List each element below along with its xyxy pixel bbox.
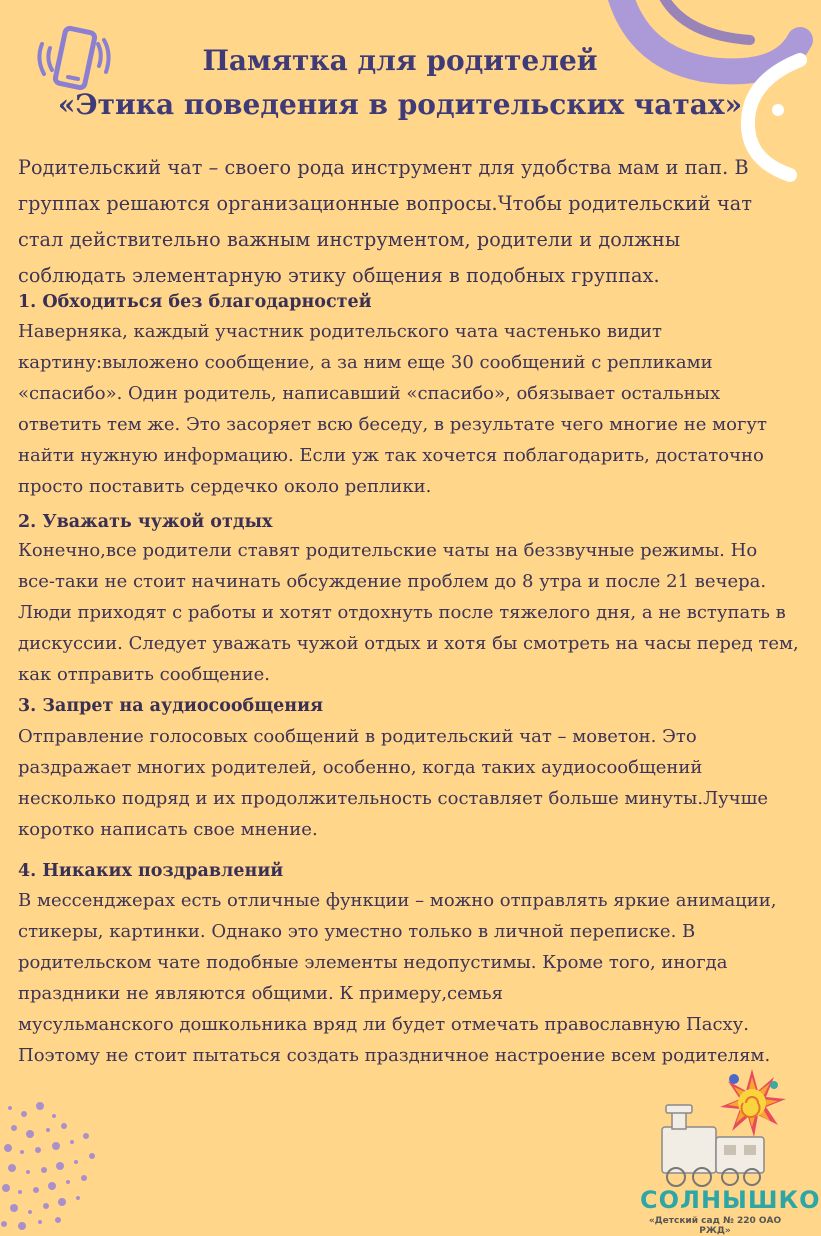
section-line: Люди приходят с работы и хотят отдохнуть после тяжелого дня, а не вступать в <box>18 602 786 623</box>
dots-decoration-icon <box>0 1100 110 1232</box>
sun-train-logo-icon <box>660 1065 800 1190</box>
section-heading-thanks: 1. Обходиться без благодарностей <box>18 292 372 312</box>
section-body-audio <box>18 721 793 845</box>
intro-paragraph <box>18 150 788 294</box>
intro-line: стал действительно важным инструментом, родители и должны <box>18 228 681 251</box>
section-body-rest <box>18 535 799 690</box>
section-line: раздражает многих родителей, особенно, когда таких аудиосообщений <box>18 757 703 778</box>
section-line: коротко написать свое мнение. <box>18 819 318 840</box>
section-line: дискуссии. Следует уважать чужой отдых и хотя бы смотреть на часы перед тем, <box>18 633 799 654</box>
section-line: несколько подряд и их продолжительность составляет больше минуты.Лучше <box>18 788 769 809</box>
page-subtitle: «Этика поведения в родительских чатах» <box>57 88 743 121</box>
section-body-greetings <box>18 885 793 1071</box>
section-heading-greetings: 4. Никаких поздравлений <box>18 861 284 881</box>
section-line: ответить тем же. Это засоряет всю беседу, в результате чего многие не могут <box>18 414 767 435</box>
section-line: «спасибо». Один родитель, написавший «спасибо», обязывает остальных <box>18 383 721 404</box>
section-line: все-таки не стоит начинать обсуждение проблем до 8 утра и после 21 вечера. <box>18 571 767 592</box>
page-title: Памятка для родителей <box>202 44 598 77</box>
section-line: Конечно,все родители ставят родительские чаты на беззвучные режимы. Но <box>18 540 758 561</box>
section-line: В мессенджерах есть отличные функции – можно отправлять яркие анимации, <box>18 890 777 911</box>
section-line: родительском чате подобные элементы недопустимы. Кроме того, иногда <box>18 952 728 973</box>
logo-name: СОЛНЫШКО <box>640 1186 821 1214</box>
section-line: праздники не являются общими. К примеру,семья <box>18 983 503 1004</box>
section-heading-audio: 3. Запрет на аудиосообщения <box>18 696 323 716</box>
intro-line: группах решаются организационные вопросы.Чтобы родительский чат <box>18 192 753 215</box>
section-line: Отправление голосовых сообщений в родительский чат – моветон. Это <box>18 726 697 747</box>
section-line: стикеры, картинки. Однако это уместно только в личной переписке. В <box>18 921 696 942</box>
section-line: как отправить сообщение. <box>18 664 270 685</box>
section-heading-rest: 2. Уважать чужой отдых <box>18 512 273 532</box>
section-line: Наверняка, каждый участник родительского чата частенько видит <box>18 321 662 342</box>
section-line: мусульманского дошкольника вряд ли будет отмечать православную Пасху. <box>18 1014 749 1035</box>
intro-line: Родительский чат – своего рода инструмент для удобства мам и пап. В <box>18 156 749 179</box>
section-line: Поэтому не стоит пытаться создать праздничное настроение всем родителям. <box>18 1045 771 1066</box>
intro-line: соблюдать элементарную этику общения в подобных группах. <box>18 264 660 287</box>
section-line: просто поставить сердечко около реплики. <box>18 476 432 497</box>
section-line: картину:выложено сообщение, а за ним еще 30 сообщений с репликами <box>18 352 713 373</box>
section-body-thanks <box>18 316 793 502</box>
logo-subtitle: «Детский сад № 220 ОАО РЖД» <box>648 1216 782 1236</box>
section-line: найти нужную информацию. Если уж так хочется поблагодарить, достаточно <box>18 445 764 466</box>
